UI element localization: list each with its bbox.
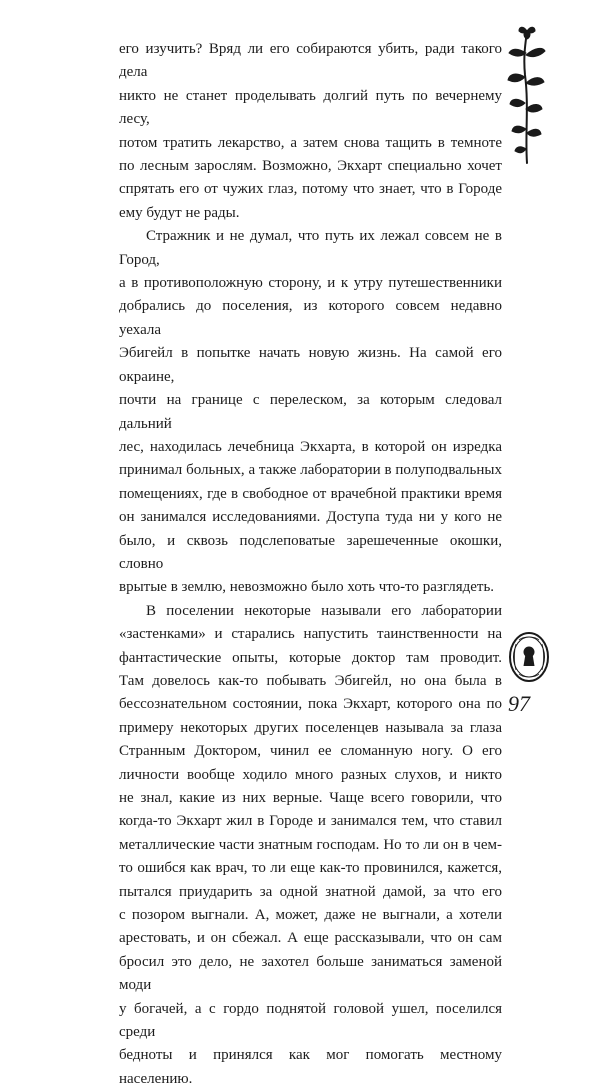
- text-line: по лесным зарослям. Возможно, Экхарт специально хочет: [119, 158, 502, 175]
- text-line: а в противоположную сторону, и к утру путешественники: [119, 275, 502, 292]
- text-line: врытые в землю, невозможно было хоть что-то разглядеть.: [119, 579, 495, 596]
- text-line: спрятать его от чужих глаз, потому что знает, что в Городе: [119, 181, 502, 198]
- text-line: ему будут не рады.: [119, 204, 240, 221]
- text-line: никто не станет проделывать долгий путь по вечернему лесу,: [119, 87, 502, 128]
- text-line: Там довелось как-то побывать Эбигейл, но она была в: [119, 672, 502, 689]
- text-line: принимал больных, а также лаборатории в полуподвальных: [119, 462, 502, 479]
- text-line: бедноты и принялся как мог помогать местному населению.: [119, 1047, 502, 1087]
- text-line: он занимался исследованиями. Доступа туда ни у кого не: [119, 509, 502, 526]
- text-line: бросил это дело, не захотел больше заниматься заменой моди: [119, 953, 502, 994]
- body-text: [119, 38, 502, 1091]
- text-line: потом тратить лекарство, а затем снова тащить в темноте: [119, 134, 502, 151]
- text-line: металлические части знатным господам. Но то ли он в чем-: [119, 836, 502, 853]
- page-number: 97: [508, 691, 530, 716]
- text-line: Эбигейл в попытке начать новую жизнь. На самой его окраине,: [119, 345, 502, 385]
- text-line: «застенками» и старались напустить таинственности на: [119, 626, 502, 643]
- text-line: личности вообще ходило много разных слухов, и никто: [119, 766, 502, 783]
- text-line: арестовать, и он сбежал. А еще рассказывали, что он сам: [119, 930, 502, 947]
- text-line: добрались до поселения, из которого совсем недавно уехала: [119, 298, 502, 338]
- text-line: помещениях, где в свободное от врачебной практики время: [119, 485, 502, 502]
- plant-ornament-icon: [505, 25, 549, 165]
- text-line: с позором выгнали. А, может, даже не выгнали, а хотели: [119, 907, 502, 924]
- keyhole-emblem-icon: [507, 630, 551, 684]
- text-line: лес, находилась лечебница Экхарта, в которой он изредка: [119, 438, 502, 455]
- text-line: почти на границе с перелеском, за которым следовал дальний: [119, 392, 502, 432]
- text-line: когда-то Экхарт жил в Городе и занимался тем, что ставил: [119, 813, 502, 830]
- text-line: его изучить? Вряд ли его собираются убить, ради такого дела: [119, 41, 502, 81]
- text-line: фантастические опыты, которые доктор там проводит.: [119, 649, 502, 666]
- paragraph-2: [119, 225, 502, 600]
- text-line: было, и сквозь подслеповатые зарешеченные окошки, словно: [119, 532, 502, 572]
- text-line: пытался приударить за одной знатной дамой, за что его: [119, 883, 502, 900]
- text-line: В поселении некоторые называли его лаборатории: [146, 602, 502, 619]
- text-line: Стражник и не думал, что путь их лежал совсем не в Город,: [119, 228, 502, 268]
- paragraph-3: [119, 600, 502, 1091]
- text-line: у богачей, а с гордо поднятой головой ушел, поселился среди: [119, 1000, 502, 1041]
- text-line: бессознательном состоянии, пока Экхарт, которого она по: [119, 696, 502, 713]
- text-line: то ошибся как врач, то ли еще как-то провинился, кажется,: [119, 860, 502, 877]
- text-line: Странным Доктором, чинил ее сломанную ногу. О его: [119, 743, 502, 760]
- paragraph-1: [119, 38, 502, 225]
- text-line: примеру некоторых других поселенцев называла за глаза: [119, 719, 502, 736]
- text-line: не знал, какие из них верные. Чаще всего говорили, что: [119, 790, 502, 806]
